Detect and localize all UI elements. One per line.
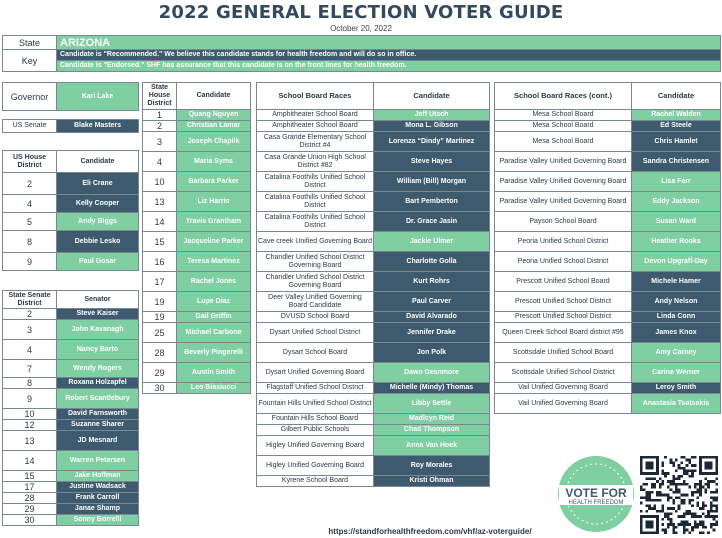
table-row [257,456,490,476]
table-row [143,252,251,272]
guide-url-link[interactable]: https://standforhealthfreedom.com/vhf/az-voterguide/ [328,527,532,536]
table-row [257,425,490,436]
table-row [3,360,139,378]
table-row [257,132,490,152]
race-cell: Payson School Board [495,212,632,232]
candidate-cell: Susan Ward [632,212,721,232]
candidate-cell: Chris Hamlet [632,132,721,152]
school-race-header: School Board Races [257,83,374,110]
table-row [495,212,721,232]
candidate-cell: Rachel Jones [177,272,251,292]
logo-line1: VOTE FOR [565,486,627,500]
candidate-cell: Jon Polk [374,343,490,363]
district-cell: 17 [143,272,177,292]
table-row [3,320,139,340]
candidate-cell: Dawn Desnmore [374,363,490,383]
school-board-cont-table [494,82,721,414]
candidate-cell: Leo Biasiucci [177,383,251,394]
table-row [495,292,721,312]
table-row [257,436,490,456]
key-endorsed: Candidate is "Endorsed." SHF has assurance that this candidate is on the front lines for health freedom. [57,61,721,72]
candidate-cell: Steve Hayes [374,152,490,172]
district-cell: 9 [3,389,57,409]
candidate-cell: Gail Griffin [177,312,251,323]
candidate-cell: Devon Upgraff-Day [632,252,721,272]
table-row [257,152,490,172]
race-cell: Casa Grande Elementary School District #4 [257,132,374,152]
candidate-cell: Teresa Martinez [177,252,251,272]
table-row [257,192,490,212]
table-row [257,121,490,132]
district-cell: 10 [3,409,57,420]
table-row [495,383,721,394]
race-cell: Dysart Unified Governing Board [257,363,374,383]
page-title: 2022 GENERAL ELECTION VOTER GUIDE [158,2,564,23]
race-cell: Queen Creek School Board district #95 [495,323,632,343]
district-cell: 7 [3,360,57,378]
page-date: October 20, 2022 [330,24,392,33]
candidate-cell: Jacqueline Parker [177,232,251,252]
table-row [143,172,251,192]
district-cell: 4 [3,340,57,360]
candidate-cell: Christian Lamar [177,121,251,132]
race-cell: Peoria Unified School District [495,232,632,252]
race-cell: Catalina Foothills Unified School District [257,212,374,232]
table-row [3,482,139,493]
race-cell: DVUSD School Board [257,312,374,323]
race-cell: Casa Grande Union High School District #82 [257,152,374,172]
table-row [257,212,490,232]
table-row [257,292,490,312]
senate-senator-header: Senator [57,291,139,309]
district-cell: 8 [3,231,57,253]
table-row [257,252,490,272]
table-row [495,252,721,272]
candidate-cell: Lupe Diaz [177,292,251,312]
candidate-cell: Debbie Lesko [57,231,139,253]
table-row [3,420,139,431]
table-row [495,312,721,323]
race-cell: Prescott Unified School District [495,292,632,312]
race-cell: Fountain Hills School Board [257,414,374,425]
table-row [495,272,721,292]
district-cell: 13 [3,431,57,451]
candidate-cell: Dr. Grace Jasin [374,212,490,232]
district-cell: 2 [3,173,57,195]
race-cell: Higley Unified Governing Board [257,436,374,456]
table-row [257,312,490,323]
race-cell: Prescott Unified School District [495,312,632,323]
candidate-cell: Justine Wadsack [57,482,139,493]
school-board-table [256,82,490,487]
district-cell: 30 [143,383,177,394]
candidate-cell: Ed Steele [632,121,721,132]
race-cell: Chandler Unified School District Governing Board [257,272,374,292]
table-row [257,343,490,363]
district-cell: 14 [143,212,177,232]
candidate-cell: David Alvarado [374,312,490,323]
state-label: State [3,36,57,50]
table-row [257,363,490,383]
table-row [3,213,139,231]
table-row [3,195,139,213]
governor-label: Governor [3,83,57,111]
candidate-cell: John Kavanagh [57,320,139,340]
school-candidate-header: Candidate [374,83,490,110]
candidate-cell: Kurt Rohrs [374,272,490,292]
candidate-cell: Lisa Farr [632,172,721,192]
us-house-table [2,150,139,271]
candidate-cell: Eddy Jackson [632,192,721,212]
table-row [495,394,721,414]
race-cell: Paradise Valley Unified Governing Board [495,172,632,192]
race-cell: Amphitheater School Board [257,110,374,121]
district-cell: 3 [143,132,177,152]
race-cell: Scottsdale Unified School District [495,363,632,383]
table-row [143,110,251,121]
table-row [495,121,721,132]
race-cell: Catalina Foothills Unified School District [257,192,374,212]
district-cell: 16 [143,252,177,272]
candidate-cell: Eli Crane [57,173,139,195]
candidate-cell: Leroy Smith [632,383,721,394]
table-row [257,110,490,121]
senate-table [2,119,139,133]
candidate-cell: Paul Carver [374,292,490,312]
table-row [495,323,721,343]
race-cell: Fountain Hills Unified School District [257,394,374,414]
school-cont-race-header: School Board Races (cont.) [495,83,632,110]
race-cell: Deer Valley Unified Governing Board Candidate [257,292,374,312]
senate-label: US Senate [3,120,57,133]
table-row [257,323,490,343]
candidate-cell: Rachel Walden [632,110,721,121]
senate-district-header: State Senate District [3,291,57,309]
table-row [257,394,490,414]
candidate-cell: Nancy Barto [57,340,139,360]
table-row [3,340,139,360]
candidate-cell: Michael Carbone [177,323,251,343]
table-row [143,343,251,363]
table-row [495,343,721,363]
candidate-cell: Madlcyn Reid [374,414,490,425]
candidate-cell: James Knox [632,323,721,343]
candidate-cell: Carine Werner [632,363,721,383]
candidate-cell: Janae Shamp [57,504,139,515]
table-row [143,383,251,394]
district-cell: 9 [3,253,57,271]
table-row [3,409,139,420]
race-cell: Mesa School Board [495,121,632,132]
table-row [495,363,721,383]
candidate-cell: Beverly Pingerelli [177,343,251,363]
candidate-cell: Michele Hamer [632,272,721,292]
candidate-cell: Andy Nelson [632,292,721,312]
table-row [3,515,139,526]
district-cell: 10 [143,172,177,192]
table-row [495,152,721,172]
table-row [3,389,139,409]
candidate-cell: Andy Biggs [57,213,139,231]
district-cell: 19 [143,292,177,312]
candidate-cell: Suzanne Sharer [57,420,139,431]
district-cell: 19 [143,312,177,323]
district-cell: 12 [3,420,57,431]
district-cell: 25 [143,323,177,343]
state-house-candidate-header: Candidate [177,83,251,110]
race-cell: Dysart School Board [257,343,374,363]
logo-line2: HEALTH FREEDOM [568,500,624,506]
race-cell: Dysart Unified School District [257,323,374,343]
race-cell: Kyrene School Board [257,476,374,487]
race-cell: Mesa School Board [495,110,632,121]
state-house-table [142,82,251,394]
race-cell: Higley Unified Governing Board [257,456,374,476]
district-cell: 14 [3,451,57,471]
state-house-district-header: State House District [143,83,177,110]
district-cell: 3 [3,320,57,340]
vote-health-freedom-logo [557,455,635,533]
candidate-cell: Lorenza “Dindy” Martinez [374,132,490,152]
candidate-cell: Amy Carney [632,343,721,363]
candidate-cell: Frank Carroll [57,493,139,504]
district-cell: 2 [143,121,177,132]
district-cell: 4 [143,152,177,172]
state-value: ARIZONA [57,36,721,50]
race-cell: Scottsdale Unified School Board [495,343,632,363]
table-row [257,232,490,252]
table-row [3,231,139,253]
candidate-cell: Kelly Cooper [57,195,139,213]
race-cell: Cave creek Unified Governing Board [257,232,374,252]
candidate-cell: William (Bill) Morgan [374,172,490,192]
table-row [3,451,139,471]
candidate-cell: Maria Syms [177,152,251,172]
candidate-cell: Roy Morales [374,456,490,476]
table-row [143,292,251,312]
table-row [3,173,139,195]
district-cell: 15 [143,232,177,252]
candidate-cell: Warren Petersen [57,451,139,471]
race-cell: Vail Unified Governing Board [495,383,632,394]
table-row [143,323,251,343]
table-row [3,378,139,389]
candidate-cell: Charlotte Golla [374,252,490,272]
candidate-cell: Quang Nguyen [177,110,251,121]
table-row [3,471,139,482]
table-row [495,232,721,252]
table-row [143,363,251,383]
race-cell: Vail Unified Governing Board [495,394,632,414]
district-cell: 17 [3,482,57,493]
candidate-cell: Linda Conn [632,312,721,323]
race-cell: Prescott Unified School Board [495,272,632,292]
candidate-cell: Kristi Ohman [374,476,490,487]
candidate-cell: Anna Van Hoek [374,436,490,456]
table-row [257,172,490,192]
candidate-cell: Heather Rooks [632,232,721,252]
candidate-cell: Travis Grantham [177,212,251,232]
table-row [257,476,490,487]
key-label: Key [3,50,57,72]
race-cell: Paradise Valley Unified Governing Board [495,192,632,212]
race-cell: Gilbert Public Schools [257,425,374,436]
school-cont-candidate-header: Candidate [632,83,721,110]
district-cell: 29 [3,504,57,515]
table-row [143,232,251,252]
candidate-cell: Roxana Holzapfel [57,378,139,389]
race-cell: Amphitheater School Board [257,121,374,132]
candidate-cell: Jackie Ulmer [374,232,490,252]
district-cell: 28 [143,343,177,363]
candidate-cell: Sandra Christensen [632,152,721,172]
house-district-header: US House District [3,151,57,173]
race-cell: Peoria Unified School District [495,252,632,272]
district-cell: 30 [3,515,57,526]
candidate-cell: Paul Gosar [57,253,139,271]
table-row [3,431,139,451]
candidate-cell: Jennifer Drake [374,323,490,343]
district-cell: 4 [3,195,57,213]
district-cell: 13 [143,192,177,212]
candidate-cell: Barbara Parker [177,172,251,192]
candidate-cell: Michelle (Mindy) Thomas [374,383,490,394]
candidate-cell: Liz Harris [177,192,251,212]
state-senate-table [2,290,139,526]
candidate-cell: Steve Kaiser [57,309,139,320]
table-row [495,132,721,152]
district-cell: 2 [3,309,57,320]
candidate-cell: Mona L. Gibson [374,121,490,132]
candidate-cell: Bart Pemberton [374,192,490,212]
race-cell: Chandler Unified School District Governing Board [257,252,374,272]
table-row [143,272,251,292]
district-cell: 28 [3,493,57,504]
district-cell: 29 [143,363,177,383]
race-cell: Mesa School Board [495,132,632,152]
candidate-cell: JD Mesnard [57,431,139,451]
table-row [143,152,251,172]
candidate-cell: Austin Smith [177,363,251,383]
table-row [3,504,139,515]
table-row [495,192,721,212]
governor-candidate: Kari Lake [57,83,139,111]
senate-candidate: Blake Masters [57,120,139,133]
candidate-cell: Anastasia Tsatsakis [632,394,721,414]
district-cell: 8 [3,378,57,389]
candidate-cell: Joseph Chaplik [177,132,251,152]
table-row [143,192,251,212]
table-row [257,383,490,394]
table-row [3,493,139,504]
district-cell: 15 [3,471,57,482]
table-row [495,172,721,192]
candidate-cell: Jeff Utsch [374,110,490,121]
race-cell: Catalina Foothills Unified School District [257,172,374,192]
table-row [257,272,490,292]
table-row [143,121,251,132]
table-row [3,309,139,320]
qr-code[interactable] [640,456,718,534]
candidate-cell: Wendy Rogers [57,360,139,378]
house-candidate-header: Candidate [57,151,139,173]
candidate-cell: David Farnsworth [57,409,139,420]
table-row [3,253,139,271]
race-cell: Paradise Valley Unified Governing Board [495,152,632,172]
state-key-table [2,35,721,72]
candidate-cell: Chad Thompson [374,425,490,436]
table-row [257,414,490,425]
key-recommended: Candidate is "Recommended." We believe this candidate stands for health freedom and will do so in office. [57,50,721,61]
candidate-cell: Robert Scantlebury [57,389,139,409]
race-cell: Flagstaff Unified School District [257,383,374,394]
candidate-cell: Jake Hoffman [57,471,139,482]
governor-table [2,82,139,111]
table-row [143,132,251,152]
candidate-cell: Libby Settle [374,394,490,414]
district-cell: 1 [143,110,177,121]
district-cell: 5 [3,213,57,231]
table-row [143,212,251,232]
table-row [143,312,251,323]
table-row [495,110,721,121]
candidate-cell: Sonny Borrelli [57,515,139,526]
